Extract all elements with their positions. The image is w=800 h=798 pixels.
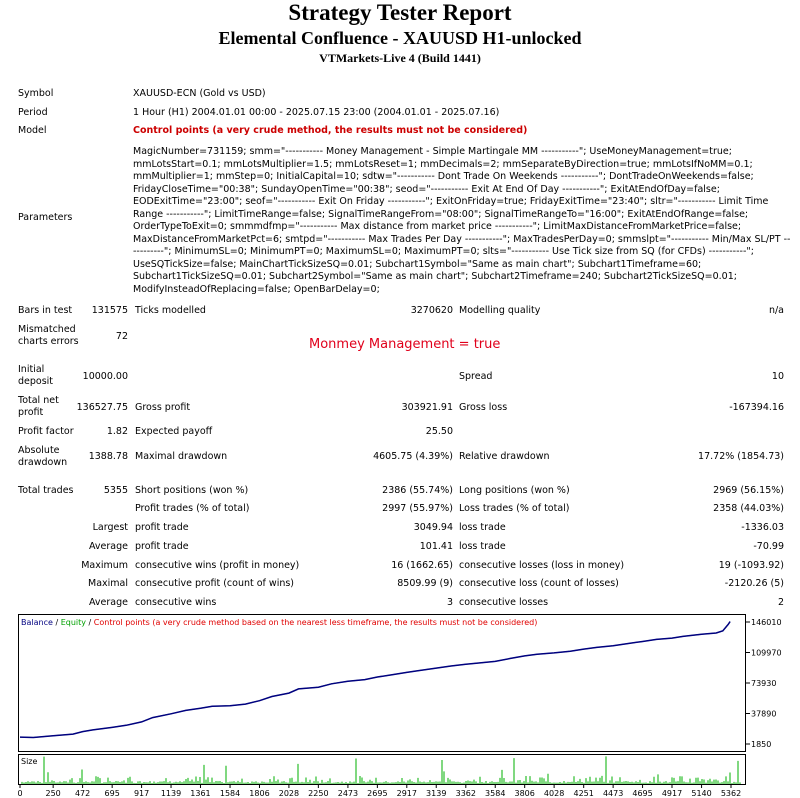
quality-value: n/a xyxy=(768,305,784,316)
relative-drawdown-label: Relative drawdown xyxy=(459,451,550,462)
largest-label: Largest xyxy=(92,522,128,533)
period-value: 1 Hour (H1) 2004.01.01 00:00 - 2025.07.15 23:00 (2004.01.01 - 2025.07.16) xyxy=(133,107,500,118)
y-tick-label: 146010 xyxy=(751,618,782,627)
x-tick-label: 4251 xyxy=(573,789,594,798)
size-label: Size xyxy=(21,757,38,766)
x-tick-label: 5362 xyxy=(720,789,742,798)
legend-equity: Equity xyxy=(60,618,86,627)
mismatched-value: 72 xyxy=(115,331,128,342)
x-tick-label: 472 xyxy=(74,789,91,798)
largest-profit-value: 3049.94 xyxy=(413,522,453,533)
gross-loss-value: -167394.16 xyxy=(729,402,784,413)
net-profit-label: Total net profit xyxy=(18,395,59,418)
x-tick-label: 1361 xyxy=(190,789,211,798)
chart-legend xyxy=(21,618,537,627)
maximal-consecutive-profit-value: 8509.99 (9) xyxy=(397,578,453,589)
avg-consecutive-losses-label: consecutive losses xyxy=(459,597,549,608)
gross-loss-label: Gross loss xyxy=(459,402,508,413)
x-tick-label: 0 xyxy=(17,789,23,798)
y-tick-label: 73930 xyxy=(751,679,777,688)
x-tick-label: 4473 xyxy=(602,789,624,798)
largest-loss-value: -1336.03 xyxy=(741,522,784,533)
x-tick-label: 2695 xyxy=(367,789,388,798)
average-loss-value: -70.99 xyxy=(753,541,784,552)
average-label: Average xyxy=(88,541,128,552)
bars-value: 131575 xyxy=(91,305,128,316)
long-positions-label: Long positions (won %) xyxy=(459,485,570,496)
loss-trades-value: 2358 (44.03%) xyxy=(713,503,784,514)
x-tick-label: 3139 xyxy=(426,789,447,798)
avg-consecutive-wins-value: 3 xyxy=(446,597,453,608)
x-tick-label: 3584 xyxy=(485,789,506,798)
maximal-consecutive-loss-label: consecutive loss (count of losses) xyxy=(459,578,619,589)
mismatched-label: Mismatched charts errors xyxy=(18,324,79,347)
max-consecutive-wins-value: 16 (1662.65) xyxy=(391,560,453,571)
initial-deposit-label: Initial deposit xyxy=(18,364,54,387)
avg-consecutive-wins-label: consecutive wins xyxy=(135,597,217,608)
x-tick-label: 2028 xyxy=(278,789,300,798)
legend-separator-2: / xyxy=(85,618,94,627)
x-tick-label: 5140 xyxy=(691,789,712,798)
maximal-consecutive-profit-label: consecutive profit (count of wins) xyxy=(135,578,295,589)
x-tick-label: 1806 xyxy=(249,789,270,798)
x-tick-label: 4028 xyxy=(543,789,565,798)
maximal-drawdown-label: Maximal drawdown xyxy=(135,451,228,462)
long-positions-value: 2969 (56.15%) xyxy=(713,485,784,496)
initial-deposit-value: 10000.00 xyxy=(82,371,128,382)
spread-label: Spread xyxy=(459,371,493,382)
legend-separator-1: / xyxy=(52,618,61,627)
balance-chart xyxy=(18,614,784,798)
x-tick-label: 1139 xyxy=(160,789,182,798)
strategy-subtitle: Elemental Confluence - XAUUSD H1-unlocked xyxy=(218,28,582,48)
x-tick-label: 917 xyxy=(133,789,150,798)
average-profit-label: profit trade xyxy=(135,541,189,552)
x-tick-label: 4695 xyxy=(632,789,653,798)
maximal-label: Maximal xyxy=(88,578,128,589)
x-tick-label: 4917 xyxy=(661,789,683,798)
total-trades-value: 5355 xyxy=(103,485,128,496)
symbol-value: XAUUSD-ECN (Gold vs USD) xyxy=(133,88,266,99)
gross-profit-label: Gross profit xyxy=(135,402,191,413)
maximal-drawdown-value: 4605.75 (4.39%) xyxy=(373,451,453,462)
x-tick-label: 2917 xyxy=(396,789,417,798)
main-plot-frame xyxy=(19,615,746,752)
x-tick-label: 695 xyxy=(104,789,120,798)
gross-profit-value: 303921.91 xyxy=(401,402,453,413)
max-consecutive-wins-label: consecutive wins (profit in money) xyxy=(135,560,300,571)
short-positions-label: Short positions (won %) xyxy=(135,485,249,496)
max-consecutive-losses-value: 19 (-1093.92) xyxy=(718,560,784,571)
report-title: Strategy Tester Report xyxy=(288,0,512,25)
server-build: VTMarkets-Live 4 (Build 1441) xyxy=(319,51,481,65)
total-trades-label: Total trades xyxy=(18,485,74,496)
expected-payoff-value: 25.50 xyxy=(425,426,453,437)
average-consecutive-label: Average xyxy=(88,597,128,608)
max-consecutive-losses-label: consecutive losses (loss in money) xyxy=(459,560,625,571)
legend-balance: Balance xyxy=(21,618,53,627)
money-management-note: Monmey Management = true xyxy=(309,337,501,352)
y-tick-label: 37890 xyxy=(751,709,777,719)
average-profit-value: 101.41 xyxy=(419,541,453,552)
model-label: Model xyxy=(18,125,47,136)
net-profit-value: 136527.75 xyxy=(76,402,128,413)
bars-label: Bars in test xyxy=(18,305,73,316)
parameters-label: Parameters xyxy=(18,212,73,223)
maximal-consecutive-loss-value: -2120.26 (5) xyxy=(724,578,784,589)
x-tick-label: 1584 xyxy=(219,789,241,798)
profit-factor-value: 1.82 xyxy=(106,426,128,437)
avg-consecutive-losses-value: 2 xyxy=(777,597,784,608)
parameters-value: MagicNumber=731159; smm="----------- Money Management - Simple Martingale MM -----------"; UseMoneyManagement=true; mmLotsStart=0.1; mmLotsMultiplier=1.5; mmLotsReset=1; mmDecimals=2; mmSeparateByDirection=true; mmLotsIfNoMM=0.1; mmMultiplier=1; mmStep=0; InitialCapital=10; sdtw="----------- Dont Trade On Weekends -----------"; DontTradeOnWeekends=false; FridayCloseTime="00:38"; SundayOpenTime="00:38"; seod="----------- Exit At End Of Day -----------"; ExitAtEndOfDay=false; EODExitTime="23:00"; seof="----------- Exit On Friday -----------"; ExitOnFriday=true; FridayExitTime="23:40"; sltr="----------- Limit Time Range -----------"; LimitTimeRange=false; SignalTimeRangeFrom="08:00"; SignalTimeRangeTo="16:00"; ExitAtEndOfRange=false; OrderTypeToExit=0; smmmdfmp="----------- Max distance from market price -----------"; LimitMaxDistanceFromMarketPrice=false; MaxDistanceFromMarketPct=6; smtpd="----------- Max Trades Per Day -----------"; MaxTradesPerDay=0; smmslpt="----------- Min/Max SL/PT -----------"; MinimumSL=0; MinimumPT=0; MaximumSL=0; MaximumPT=0; slts="----------- Use Tick size from SQ (for CFDs) -----------"; UseSQTickSize=false; MainChartTickSizeSQ=0.01; Subchart1Symbol="Same as main chart"; Subchart1Timeframe=60; Subchart1TickSizeSQ=0.01; Subchart2Symbol="Same as main chart"; Subchart2Timeframe=240; Subchart2TickSizeSQ=0.01; ModifyInsteadOfReplacing=false; OpenBarDelay=0; xyxy=(133,146,791,295)
y-tick-label: 1850 xyxy=(751,740,772,749)
maximum-label: Maximum xyxy=(81,560,128,571)
y-tick-label: 109970 xyxy=(751,648,782,658)
quality-label: Modelling quality xyxy=(459,305,541,316)
short-positions-value: 2386 (55.74%) xyxy=(382,485,453,496)
absolute-drawdown-value: 1388.78 xyxy=(88,451,128,462)
largest-loss-label: loss trade xyxy=(459,522,506,533)
profit-factor-label: Profit factor xyxy=(18,426,74,437)
x-tick-label: 3362 xyxy=(455,789,476,798)
ticks-label: Ticks modelled xyxy=(135,305,206,316)
x-tick-label: 250 xyxy=(45,789,61,798)
symbol-label: Symbol xyxy=(18,88,54,99)
model-value: Control points (a very crude method, the results must not be considered) xyxy=(133,125,528,136)
ticks-value: 3270620 xyxy=(410,305,453,316)
x-tick-label: 3806 xyxy=(514,789,535,798)
x-tick-label: 2473 xyxy=(337,789,359,798)
period-label: Period xyxy=(18,107,48,118)
profit-trades-value: 2997 (55.97%) xyxy=(382,503,453,514)
absolute-drawdown-label: Absolute drawdown xyxy=(18,445,68,468)
expected-payoff-label: Expected payoff xyxy=(135,426,213,437)
loss-trades-label: Loss trades (% of total) xyxy=(459,503,570,514)
relative-drawdown-value: 17.72% (1854.73) xyxy=(698,451,784,462)
legend-control-points-note: Control points (a very crude method based on the nearest less timeframe, the results must not be considered) xyxy=(93,618,538,627)
average-loss-label: loss trade xyxy=(459,541,506,552)
spread-value: 10 xyxy=(771,371,784,382)
x-tick-label: 2250 xyxy=(308,789,329,798)
profit-trades-label: Profit trades (% of total) xyxy=(135,503,250,514)
largest-profit-label: profit trade xyxy=(135,522,189,533)
